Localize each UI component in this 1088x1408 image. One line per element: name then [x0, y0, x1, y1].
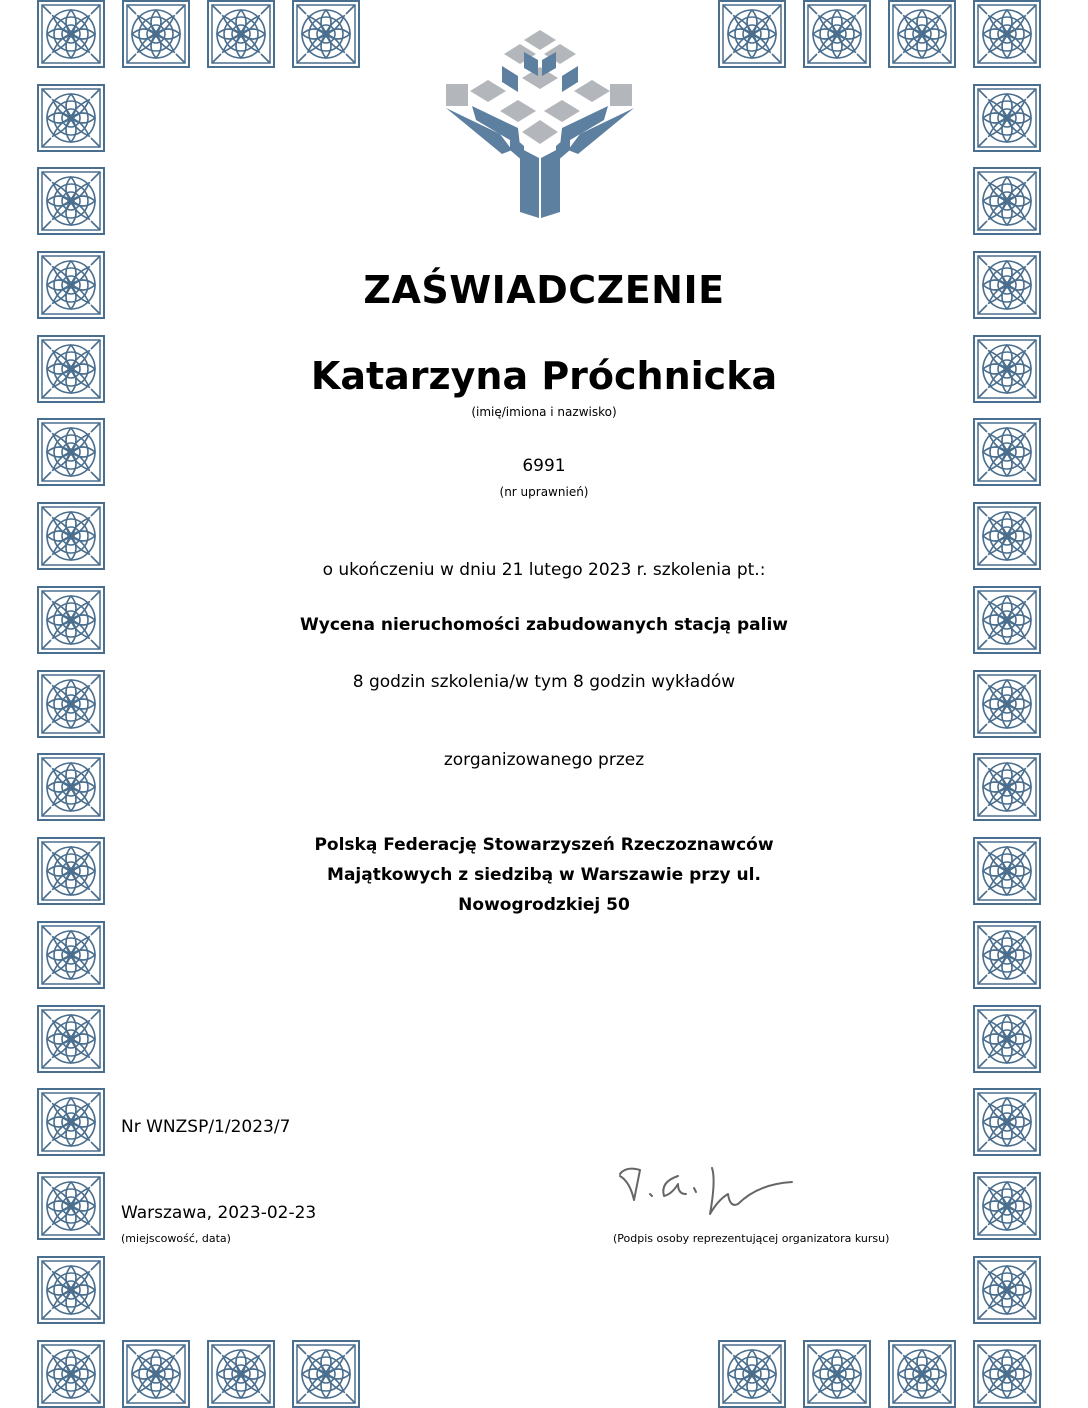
ornamental-border-tile-icon	[292, 1340, 360, 1408]
organizer-line: Nowogrodzkiej 50	[458, 895, 630, 915]
ornamental-border-tile-icon	[207, 1340, 275, 1408]
ornamental-border-tile-icon	[37, 1340, 105, 1408]
completion-line: o ukończeniu w dniu 21 lutego 2023 r. szkolenia pt.:	[322, 560, 766, 580]
ornamental-border-tile-icon	[37, 84, 105, 152]
ornamental-border-tile-icon	[37, 167, 105, 235]
ornamental-border-tile-icon	[973, 84, 1041, 152]
organizer-line: Majątkowych z siedzibą w Warszawie przy ul.	[327, 865, 761, 885]
ornamental-border-tile-icon	[888, 1340, 956, 1408]
ornamental-border-tile-icon	[973, 1340, 1041, 1408]
name-caption: (imię/imiona i nazwisko)	[471, 405, 617, 419]
ornamental-border-tile-icon	[292, 0, 360, 68]
organizer-block	[0, 830, 1088, 920]
ornamental-border-tile-icon	[37, 1088, 105, 1156]
recipient-name: Katarzyna Próchnicka	[310, 354, 778, 398]
ornamental-border-tile-icon	[122, 0, 190, 68]
ornamental-border-tile-icon	[973, 167, 1041, 235]
ornamental-border-tile-icon	[803, 0, 871, 68]
certificate-title: ZAŚWIADCZENIE	[363, 268, 725, 312]
ornamental-border-tile-icon	[718, 1340, 786, 1408]
ornamental-border-tile-icon	[973, 1005, 1041, 1073]
organizer-line: Polską Federację Stowarzyszeń Rzeczoznawców	[314, 835, 774, 855]
signature	[612, 1160, 812, 1230]
ornamental-border-tile-icon	[718, 0, 786, 68]
ornamental-border-tile-icon	[122, 1340, 190, 1408]
ornamental-border-tile-icon	[973, 1256, 1041, 1324]
ornamental-border-tile-icon	[37, 921, 105, 989]
ornamental-border-tile-icon	[888, 0, 956, 68]
ornamental-border-tile-icon	[973, 921, 1041, 989]
course-title: Wycena nieruchomości zabudowanych stacją paliw	[299, 615, 789, 635]
signature-caption: (Podpis osoby reprezentującej organizatora kursu)	[613, 1232, 890, 1245]
ornamental-border-tile-icon	[37, 1005, 105, 1073]
ornamental-border-tile-icon	[973, 0, 1041, 68]
ornamental-border-tile-icon	[37, 0, 105, 68]
ornamental-border-tile-icon	[207, 0, 275, 68]
federation-logo-icon	[440, 22, 640, 222]
ornamental-border-tile-icon	[973, 1088, 1041, 1156]
ornamental-border-tile-icon	[37, 1172, 105, 1240]
course-hours: 8 godzin szkolenia/w tym 8 godzin wykładów	[352, 672, 736, 692]
organized-by-label: zorganizowanego przez	[443, 750, 645, 770]
place-date: Warszawa, 2023-02-23	[121, 1203, 317, 1223]
license-caption: (nr uprawnień)	[499, 485, 589, 499]
reference-number: Nr WNZSP/1/2023/7	[121, 1117, 291, 1137]
license-number: 6991	[522, 456, 566, 476]
place-date-caption: (miejscowość, data)	[121, 1232, 231, 1245]
ornamental-border-tile-icon	[37, 1256, 105, 1324]
ornamental-border-tile-icon	[803, 1340, 871, 1408]
ornamental-border-tile-icon	[973, 1172, 1041, 1240]
